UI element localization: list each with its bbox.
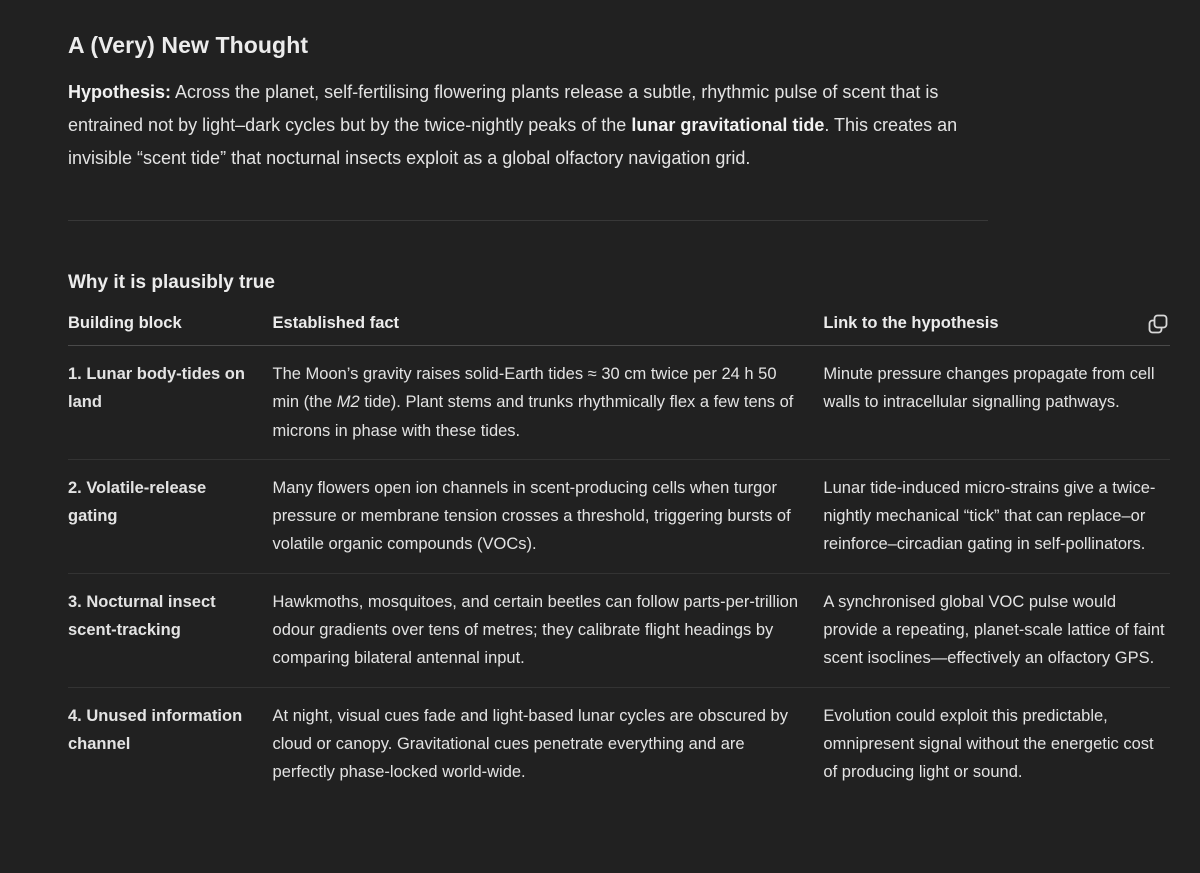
fact-text-pre: The Moon’s gravity raises solid-Earth tides ≈ 30 cm twice per 24 h 50 min (the	[272, 365, 777, 412]
evidence-table	[68, 306, 1170, 801]
cell-building-block: 1. Lunar body-tides on land	[68, 346, 273, 460]
table-row	[68, 687, 1170, 800]
page-title: A (Very) New Thought	[68, 32, 309, 58]
hypothesis-paragraph	[68, 76, 998, 175]
cell-established-fact: Many flowers open ion channels in scent-producing cells when turgor pressure or membrane tension crosses a threshold, triggering bursts of volatile organic compounds (VOCs).	[273, 459, 824, 573]
fact-text-em: M2	[336, 393, 360, 412]
cell-link: Evolution could exploit this predictable, omnipresent signal without the energetic cost of producing light or sound.	[823, 706, 1154, 782]
section-heading: Why it is plausibly true	[68, 272, 275, 293]
table-row	[68, 459, 1170, 573]
cell-building-block: 3. Nocturnal insect scent-tracking	[68, 573, 273, 687]
cell-established-fact: At night, visual cues fade and light-based lunar cycles are obscured by cloud or canopy. Gravitational cues penetrate everything and are perfectly phase-locked world-wide.	[272, 706, 788, 782]
copy-icon[interactable]	[1146, 312, 1170, 336]
column-header-building-block: Building block	[68, 306, 273, 346]
column-header-link	[823, 306, 1170, 346]
divider	[68, 220, 988, 221]
hypothesis-text-2: . This creates an invisible “scent tide” that nocturnal insects exploit as a global olfactory navigation grid.	[68, 115, 958, 168]
cell-link: A synchronised global VOC pulse would provide a repeating, planet-scale lattice of faint scent isoclines—effectively an olfactory GPS.	[823, 573, 1170, 687]
cell-established-fact	[273, 346, 824, 460]
cell-established-fact: Hawkmoths, mosquitoes, and certain beetles can follow parts-per-trillion odour gradients over tens of metres; they calibrate flight headings by comparing bilateral antennal input.	[273, 573, 824, 687]
cell-building-block: 4. Unused information channel	[68, 706, 243, 753]
cell-building-block: 2. Volatile-release gating	[68, 459, 273, 573]
column-header-established-fact: Established fact	[273, 306, 824, 346]
cell-link: Lunar tide-induced micro-strains give a twice-nightly mechanical “tick” that can replace–or reinforce–circadian gating in self-pollinators.	[823, 459, 1170, 573]
column-header-link-label: Link to the hypothesis	[823, 314, 999, 332]
hypothesis-bold-term: lunar gravitational tide	[631, 115, 825, 135]
table-row	[68, 573, 1170, 687]
table-header-row	[68, 306, 1170, 346]
hypothesis-label: Hypothesis:	[68, 82, 172, 102]
fact-text-post: tide). Plant stems and trunks rhythmically flex a few tens of microns in phase with these tides.	[272, 393, 794, 440]
cell-link: Minute pressure changes propagate from cell walls to intracellular signalling pathways.	[823, 346, 1170, 460]
table-row	[68, 346, 1170, 460]
hypothesis-text-1: Across the planet, self-fertilising flowering plants release a subtle, rhythmic pulse of scent that is entrained not by light–dark cycles but by the twice-nightly peaks of the	[68, 82, 939, 135]
